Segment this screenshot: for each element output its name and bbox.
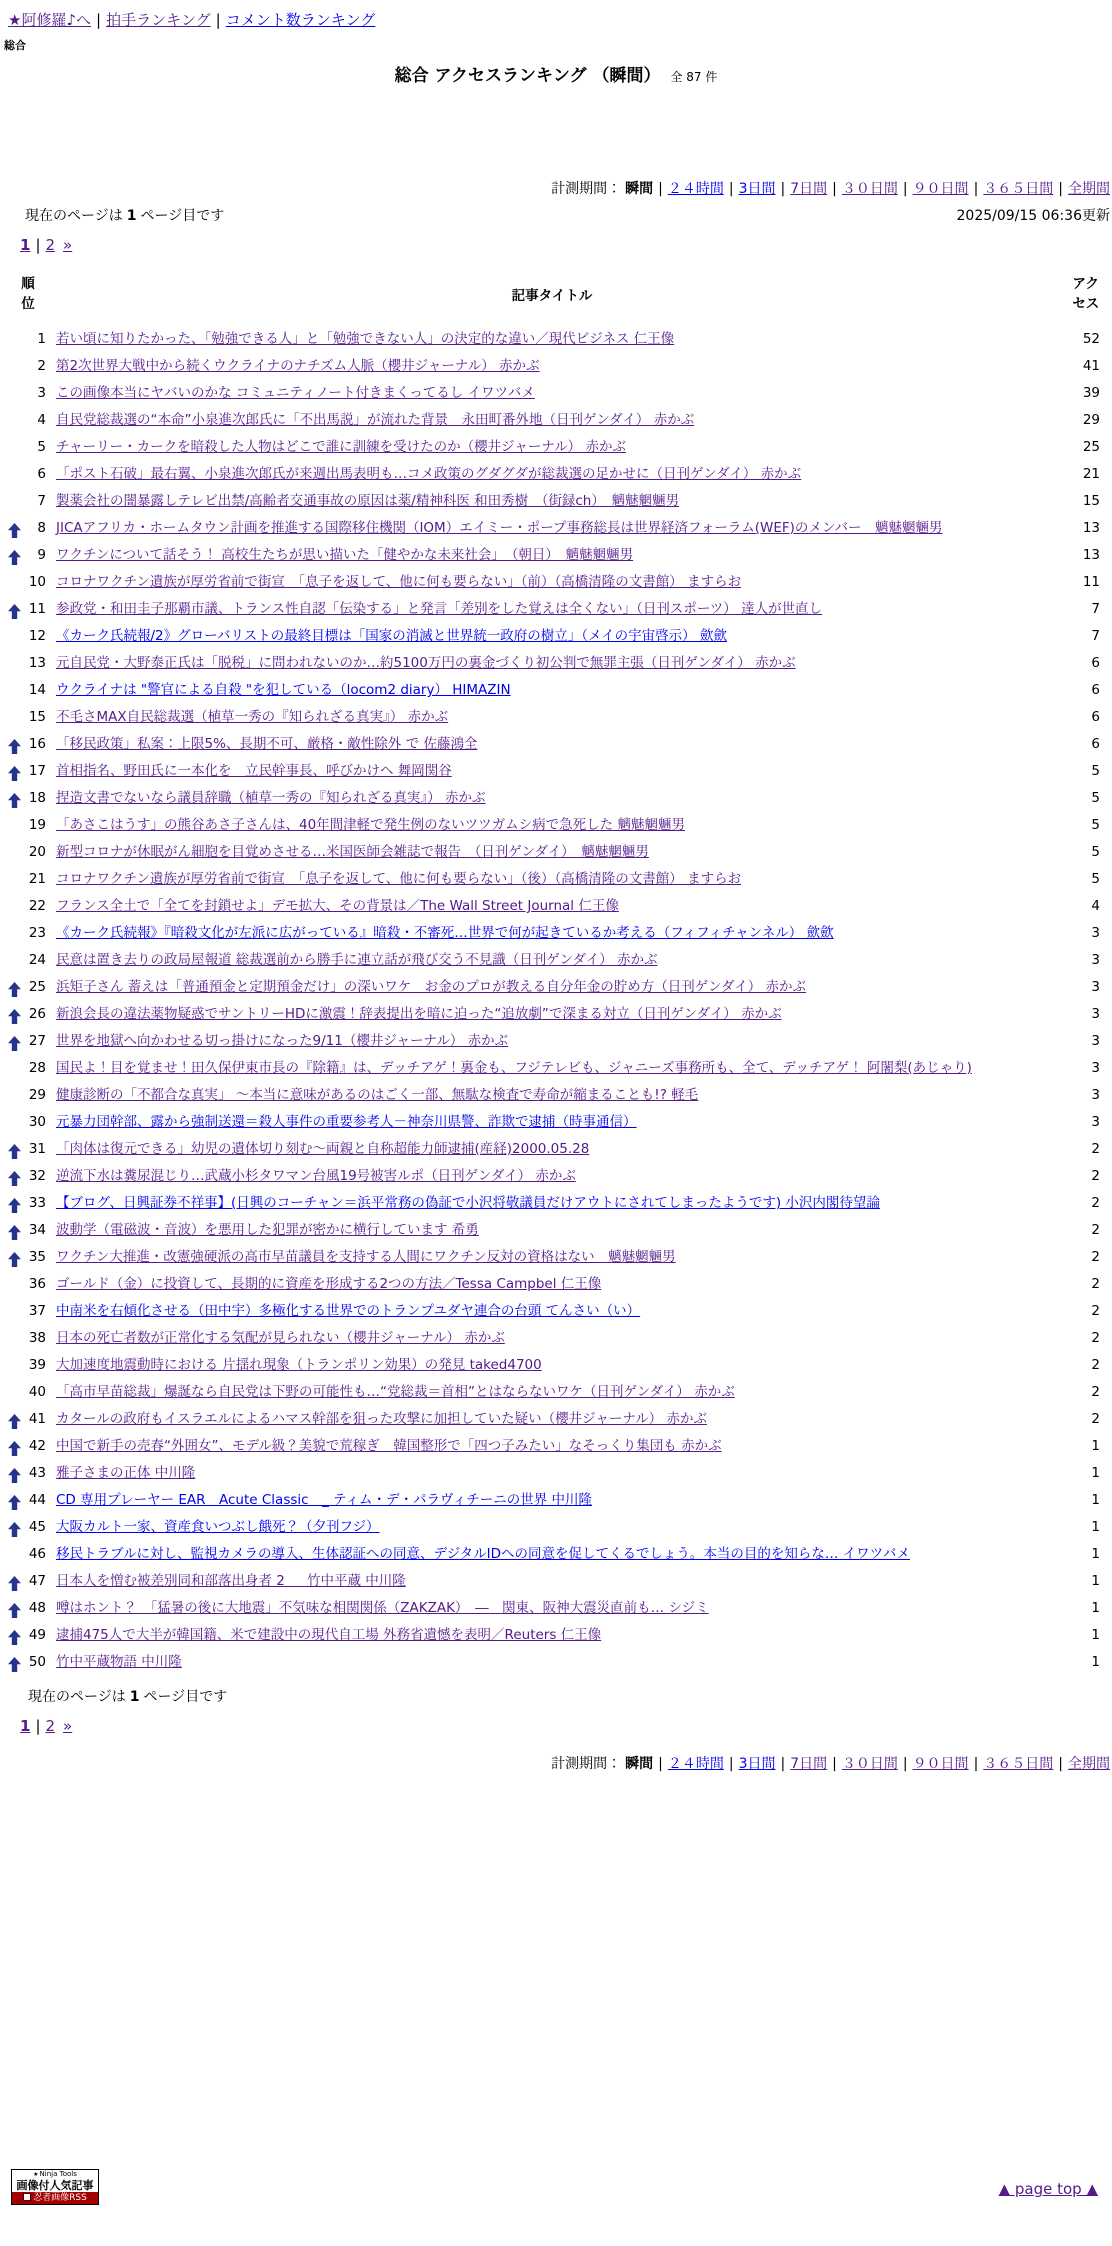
article-link[interactable]: 第2次世界大戦中から続くウクライナのナチズム人脈（櫻井ジャーナル） 赤かぶ [56, 358, 540, 374]
separator: | [973, 1756, 979, 1772]
table-row [6, 758, 1102, 785]
rank-number: 18 [28, 790, 46, 806]
article-link[interactable]: 「高市早苗総裁」爆誕なら自民党は下野の可能性も…“党総裁＝首相”とはならないワケ（日刊ゲンダイ） 赤かぶ [56, 1384, 735, 1400]
access-count: 2 [1091, 1249, 1100, 1265]
access-count: 2 [1091, 1384, 1100, 1400]
article-link[interactable]: 新型コロナが休眠がん細胞を目覚めさせる…米国医師会雑誌で報告 （日刊ゲンダイ） 魑魅魍魎男 [56, 844, 649, 860]
separator: | [96, 11, 102, 29]
article-link[interactable]: 元自民党・大野泰正氏は「脱税」に問われないのか…約5100万円の裏金づくり初公判で無罪主張（日刊ゲンダイ） 赤かぶ [56, 655, 796, 671]
article-link[interactable]: 捏造文書でないなら議員辞職（植草一秀の『知られざる真実』） 赤かぶ [56, 790, 486, 806]
pagination-next-link[interactable]: » [63, 1717, 73, 1735]
article-link[interactable]: 【ブログ、日興証券不祥事】(日興のコーチャン＝浜平常務の偽証で小沢将敬議員だけアウトにされてしまったようです) 小沢内閣待望論 [56, 1195, 880, 1211]
access-count: 5 [1091, 763, 1100, 779]
table-row [6, 326, 1102, 353]
page-title-text: 総合 アクセスランキング （瞬間） [394, 66, 661, 86]
access-count: 1 [1091, 1492, 1100, 1508]
table-row [6, 1568, 1102, 1595]
table-row [6, 1487, 1102, 1514]
access-count: 3 [1091, 952, 1100, 968]
period-bar [0, 1753, 1112, 1773]
rank-number: 30 [28, 1114, 46, 1130]
table-row [6, 461, 1102, 488]
access-count: 2 [1091, 1330, 1100, 1346]
article-link[interactable]: 雅子さまの正体 中川隆 [56, 1465, 196, 1481]
rank-number: 28 [28, 1060, 46, 1076]
pagination [0, 1717, 1112, 1735]
rank-number: 11 [28, 601, 46, 617]
access-count: 21 [1082, 466, 1100, 482]
rank-up-icon [8, 980, 21, 995]
article-link[interactable]: 中国で新手の売春“外囲女”、モデル級？美貌で荒稼ぎ 韓国整形で「四つ子みたい」なそっくり集団も 赤かぶ [56, 1438, 722, 1454]
access-count: 52 [1082, 331, 1100, 347]
article-link[interactable]: 不毛さMAX自民総裁選（植草一秀の『知られざる真実』） 赤かぶ [56, 709, 449, 725]
period-option-link[interactable]: ９０日間 [912, 181, 969, 197]
rank-number: 41 [28, 1411, 46, 1427]
access-count: 5 [1091, 817, 1100, 833]
article-link[interactable]: 首相指名、野田氏に一本化を 立民幹事長、呼びかけへ 舞岡関谷 [56, 763, 452, 779]
table-row [6, 1622, 1102, 1649]
article-link[interactable]: 参政党・和田圭子那覇市議、トランス性自認「伝染する」と発言「差別をした覚えは全くない」（日刊スポーツ） 達人が世直し [56, 601, 823, 617]
article-link[interactable]: 国民よ！目を覚ませ！田久保伊東市長の『除籍』は、デッチアゲ！裏金も、フジテレビも、ジャニーズ事務所も、全て、デッチアゲ！ 阿闍梨(あじゃり) [56, 1060, 972, 1076]
access-count: 2 [1091, 1168, 1100, 1184]
article-link[interactable]: 「あさこはうす」の熊谷あさ子さんは、40年間津軽で発生例のないツツガムシ病で急死した 魑魅魍魎男 [56, 817, 685, 833]
table-row [6, 1271, 1102, 1298]
access-count: 7 [1091, 601, 1100, 617]
article-link[interactable]: ウクライナは "警官による自殺 "を犯している（locom2 diary） HIMAZIN [56, 682, 511, 698]
article-link[interactable]: ワクチン大推進・改憲強硬派の高市早苗議員を支持する人間にワクチン反対の資格はない 魑魅魍魎男 [56, 1249, 676, 1265]
rank-up-icon [8, 1196, 21, 1211]
pagination-page-link[interactable]: 1 [20, 236, 31, 254]
separator: | [728, 1756, 734, 1772]
table-row [6, 515, 1102, 542]
access-count: 29 [1082, 412, 1100, 428]
rank-up-icon [8, 521, 21, 536]
separator: | [1058, 181, 1063, 197]
access-count: 1 [1091, 1573, 1100, 1589]
table-row [6, 1379, 1102, 1406]
table-row [6, 704, 1102, 731]
article-link[interactable]: JICAアフリカ・ホームタウン計画を推進する国際移住機関（IOM）エイミー・ポープ事務総長は世界経済フォーラム(WEF)のメンバー 魑魅魍魎男 [56, 520, 943, 536]
table-row [6, 839, 1102, 866]
rank-up-icon [8, 1007, 21, 1022]
access-count: 5 [1091, 871, 1100, 887]
pagination-page-link[interactable]: 2 [45, 1717, 56, 1735]
table-row [6, 353, 1102, 380]
table-row [6, 1541, 1102, 1568]
rank-number: 4 [37, 412, 46, 428]
period-current: 瞬間 [625, 1756, 654, 1772]
rank-number: 37 [28, 1303, 46, 1319]
rank-number: 13 [28, 655, 46, 671]
table-row [6, 1217, 1102, 1244]
period-option-link[interactable]: 全期間 [1068, 1756, 1110, 1772]
table-row [6, 623, 1102, 650]
rank-number: 23 [28, 925, 46, 941]
table-row [6, 596, 1102, 623]
access-count: 6 [1091, 709, 1100, 725]
article-link[interactable]: 製薬会社の闇暴露しテレビ出禁/高齢者交通事故の原因は薬/精神科医 和田秀樹 （街録ch） 魑魅魍魎男 [56, 493, 680, 509]
period-option-link[interactable]: ９０日間 [912, 1756, 969, 1772]
article-link[interactable]: 大阪カルト一家、資産食いつぶし餓死？（夕刊フジ） [56, 1519, 380, 1535]
article-link[interactable]: 噂はホント？ 「猛暑の後に大地震」不気味な相関関係（ZAKZAK） ― 関東、阪神大震災直前も… シジミ [56, 1600, 709, 1616]
article-link[interactable]: この画像本当にヤバいのかな コミュニティノート付きまくってるし イワツバメ [56, 385, 535, 401]
rank-up-icon [8, 1628, 21, 1643]
table-row [6, 1109, 1102, 1136]
access-count: 6 [1091, 736, 1100, 752]
table-row [6, 542, 1102, 569]
table-row [6, 1136, 1102, 1163]
access-column-header: アクセス [1072, 276, 1100, 312]
rank-number: 14 [28, 682, 46, 698]
access-count: 5 [1091, 790, 1100, 806]
separator: | [215, 11, 221, 29]
separator: | [902, 1756, 908, 1772]
rank-up-icon [8, 1520, 21, 1535]
rank-number: 6 [37, 466, 46, 482]
article-link[interactable]: 民意は置き去りの政局屋報道 総裁選前から勝手に連立話が飛び交う不見識（日刊ゲンダイ） 赤かぶ [56, 952, 658, 968]
rank-number: 39 [28, 1357, 46, 1373]
access-count: 1 [1091, 1546, 1100, 1562]
rank-up-icon [8, 1412, 21, 1427]
separator: | [658, 1756, 663, 1772]
rank-number: 35 [28, 1249, 46, 1265]
period-current: 瞬間 [625, 181, 654, 197]
table-row [6, 1190, 1102, 1217]
rank-up-icon [8, 602, 21, 617]
rank-number: 38 [28, 1330, 46, 1346]
top-nav [0, 0, 1112, 30]
separator: | [658, 181, 663, 197]
table-row [6, 785, 1102, 812]
period-option-link[interactable]: 7日間 [790, 1756, 828, 1772]
table-row [6, 1514, 1102, 1541]
table-row [6, 947, 1102, 974]
table-row [6, 1460, 1102, 1487]
rank-number: 48 [28, 1600, 46, 1616]
article-link[interactable]: 移民トラブルに対し、監視カメラの導入、生体認証への同意、デジタルIDへの同意を促してくるでしょう。本当の目的を知らな… イワツバメ [56, 1546, 910, 1562]
article-link[interactable]: 《カーク氏続報》『暗殺文化が左派に広がっている』暗殺・不審死…世界で何が起きているか考える（フィフィチャンネル） 歛歛 [56, 925, 834, 941]
article-link[interactable]: 世界を地獄へ向かわせる切っ掛けになった9/11（櫻井ジャーナル） 赤かぶ [56, 1033, 509, 1049]
article-link[interactable]: コロナワクチン遺族が厚労省前で街宣 「息子を返して、他に何も要らない」（前）（高橋清隆の文書館） ますらお [56, 574, 742, 590]
access-count: 3 [1091, 1006, 1100, 1022]
page-status: 現在のページは 1 ページ目です [25, 208, 225, 224]
separator: | [973, 181, 979, 197]
access-count: 4 [1091, 898, 1100, 914]
rank-up-icon [8, 1250, 21, 1265]
rank-number: 26 [28, 1006, 46, 1022]
rank-number: 2 [37, 358, 46, 374]
access-count: 1 [1091, 1600, 1100, 1616]
separator: | [1058, 1756, 1063, 1772]
rank-number: 43 [28, 1465, 46, 1481]
table-row [6, 677, 1102, 704]
separator: | [780, 1756, 786, 1772]
access-count: 3 [1091, 1033, 1100, 1049]
period-option-link[interactable]: ２４時間 [667, 181, 724, 197]
rank-number: 19 [28, 817, 46, 833]
table-row [6, 731, 1102, 758]
article-link[interactable]: 逮捕475人で大半が韓国籍、米で建設中の現代自工場 外務省遺憾を表明／Reuters 仁王像 [56, 1627, 602, 1643]
separator: | [832, 1756, 837, 1772]
access-count: 6 [1091, 682, 1100, 698]
table-row [6, 488, 1102, 515]
article-link[interactable]: 「肉体は復元できる」幼児の遺体切り刻む〜両親と自称超能力師逮捕(産経)2000.05.28 [56, 1141, 590, 1157]
status-row [0, 205, 1112, 225]
article-link[interactable]: 新浪会長の違法薬物疑惑でサントリーHDに激震！辞表提出を暗に迫った“追放劇”で深まる対立（日刊ゲンダイ） 赤かぶ [56, 1006, 782, 1022]
ranking-table [6, 268, 1102, 1676]
rank-up-icon [8, 764, 21, 779]
rank-up-icon [8, 1601, 21, 1616]
table-row [6, 1406, 1102, 1433]
rank-number: 44 [28, 1492, 46, 1508]
page-status: 現在のページは 1 ページ目です [28, 1689, 228, 1705]
rank-number: 36 [28, 1276, 46, 1292]
article-link[interactable]: 日本の死亡者数が正常化する気配が見られない（櫻井ジャーナル） 赤かぶ [56, 1330, 505, 1346]
article-link[interactable]: チャーリー・カークを暗殺した人物はどこで誰に訓練を受けたのか（櫻井ジャーナル） 赤かぶ [56, 439, 626, 455]
table-row [6, 434, 1102, 461]
table-row [6, 1001, 1102, 1028]
access-count: 2 [1091, 1357, 1100, 1373]
article-link[interactable]: 元暴力団幹部、露から強制送還＝殺人事件の重要参考人－神奈川県警、詐欺で逮捕（時事通信） [56, 1114, 637, 1130]
updated-timestamp: 2025/09/15 06:36更新 [956, 208, 1110, 224]
separator: | [35, 1717, 41, 1735]
rank-number: 33 [28, 1195, 46, 1211]
access-count: 2 [1091, 1303, 1100, 1319]
table-row [6, 1649, 1102, 1676]
table-row [6, 1595, 1102, 1622]
table-row [6, 380, 1102, 407]
access-count: 15 [1082, 493, 1100, 509]
article-link[interactable]: 若い頃に知りたかった、「勉強できる人」と「勉強できない人」の決定的な違い／現代ビジネス 仁王像 [56, 331, 675, 347]
rank-number: 16 [28, 736, 46, 752]
article-link[interactable]: 《カーク氏続報/2》グローバリストの最終目標は「国家の消滅と世界統一政府の樹立」（メイの宇宙啓示） 歛歛 [56, 628, 727, 644]
period-option-link[interactable]: ３０日間 [841, 1756, 898, 1772]
access-count: 2 [1091, 1222, 1100, 1238]
rank-number: 47 [28, 1573, 46, 1589]
rank-number: 49 [28, 1627, 46, 1643]
rank-number: 29 [28, 1087, 46, 1103]
period-label: 計測期間： [551, 1756, 622, 1772]
pagination [0, 236, 1112, 254]
rank-number: 31 [28, 1141, 46, 1157]
access-count: 3 [1091, 1060, 1100, 1076]
article-link[interactable]: ワクチンについて話そう！ 高校生たちが思い描いた「健やかな未来社会」 （朝日） 魑魅魍魎男 [56, 547, 634, 563]
access-count: 3 [1091, 1087, 1100, 1103]
article-link[interactable]: 大加速度地震動時における 片揺れ現象（トランポリン効果）の発見 taked4700 [56, 1357, 542, 1373]
access-count: 1 [1091, 1654, 1100, 1670]
rank-up-icon [8, 737, 21, 752]
article-link[interactable]: 浜矩子さん 蓄えは「普通預金と定期預金だけ」の深いワケ お金のプロが教える自分年金の貯め方（日刊ゲンダイ） 赤かぶ [56, 979, 807, 995]
rank-number: 32 [28, 1168, 46, 1184]
period-label: 計測期間： [551, 181, 622, 197]
access-count: 1 [1091, 1519, 1100, 1535]
rank-up-icon [8, 1223, 21, 1238]
rank-number: 50 [28, 1654, 46, 1670]
rank-number: 45 [28, 1519, 46, 1535]
rank-up-icon [8, 1439, 21, 1454]
access-count: 1 [1091, 1627, 1100, 1643]
rank-number: 22 [28, 898, 46, 914]
total-count: 全 87 件 [670, 70, 718, 84]
table-row [6, 1433, 1102, 1460]
rank-number: 34 [28, 1222, 46, 1238]
table-row [6, 1082, 1102, 1109]
article-link[interactable]: ゴールド（金）に投資して、長期的に資産を形成する2つの方法／Tessa Campbel 仁王像 [56, 1276, 602, 1292]
article-link[interactable]: 自民党総裁選の“本命”小泉進次郎氏に「不出馬説」が流れた背景 永田町番外地（日刊ゲンダイ） 赤かぶ [56, 412, 695, 428]
title-column-header: 記事タイトル [511, 288, 593, 304]
period-option-link[interactable]: 7日間 [790, 181, 828, 197]
table-row [6, 812, 1102, 839]
table-row [6, 893, 1102, 920]
table-header-row [6, 268, 1102, 326]
pagination-next-link[interactable]: » [63, 236, 73, 254]
article-link[interactable]: CD 専用プレーヤー EAR Acute Classic _ ティム・デ・パラヴィチーニの世界 中川隆 [56, 1492, 593, 1508]
table-row [6, 569, 1102, 596]
article-link[interactable]: 健康診断の「不都合な真実」 〜本当に意味があるのはごく一部、無駄な検査で寿命が縮まることも!? 軽毛 [56, 1087, 699, 1103]
page-title [0, 61, 1112, 86]
badge-tool-name: Ninja Tools [39, 2170, 77, 2178]
separator: | [35, 236, 41, 254]
table-row [6, 407, 1102, 434]
pagination-page-link[interactable]: 2 [45, 236, 56, 254]
article-link[interactable]: 竹中平蔵物語 中川隆 [56, 1654, 182, 1670]
nav-link[interactable]: 拍手ランキング [106, 11, 211, 29]
nav-link[interactable]: ★阿修羅♪へ [8, 11, 92, 29]
period-option-link[interactable]: ３０日間 [841, 181, 898, 197]
access-count: 25 [1082, 439, 1100, 455]
pagination-page-link[interactable]: 1 [20, 1717, 31, 1735]
article-link[interactable]: カタールの政府もイスラエルによるハマス幹部を狙った攻撃に加担していた疑い（櫻井ジャーナル） 赤かぶ [56, 1411, 707, 1427]
badge-rss-label: 忍者画像RSS [12, 2192, 98, 2204]
table-row [6, 1325, 1102, 1352]
rank-up-icon [8, 1574, 21, 1589]
period-option-link[interactable]: ３６５日間 [983, 181, 1054, 197]
access-count: 2 [1091, 1195, 1100, 1211]
access-count: 6 [1091, 655, 1100, 671]
rank-number: 5 [37, 439, 46, 455]
rank-up-icon [8, 548, 21, 563]
separator: | [780, 181, 786, 197]
access-count: 3 [1091, 1114, 1100, 1130]
access-count: 3 [1091, 979, 1100, 995]
rank-number: 40 [28, 1384, 46, 1400]
ninja-star-icon: ★ [33, 2171, 39, 2178]
access-count: 2 [1091, 1276, 1100, 1292]
access-count: 1 [1091, 1465, 1100, 1481]
period-option-link[interactable]: 3日間 [738, 1756, 776, 1772]
article-link[interactable]: 中南米を右傾化させる（田中宇）多極化する世界でのトランプユダヤ連合の台頭 てんさい（い） [56, 1303, 641, 1319]
rank-column-header: 順位 [21, 276, 35, 312]
rank-number: 7 [37, 493, 46, 509]
access-count: 41 [1082, 358, 1100, 374]
ninja-tools-badge[interactable] [11, 2169, 99, 2205]
access-count: 13 [1082, 520, 1100, 536]
rank-number: 3 [37, 385, 46, 401]
rank-number: 10 [28, 574, 46, 590]
access-count: 39 [1082, 385, 1100, 401]
period-option-link[interactable]: ２４時間 [667, 1756, 724, 1772]
rank-number: 25 [28, 979, 46, 995]
separator: | [902, 181, 908, 197]
period-option-link[interactable]: ３６５日間 [983, 1756, 1054, 1772]
badge-title: 画像付人気記事 [16, 2179, 94, 2192]
access-count: 13 [1082, 547, 1100, 563]
period-option-link[interactable]: 全期間 [1068, 181, 1110, 197]
rank-up-icon [8, 1142, 21, 1157]
rss-badge-icon [23, 2193, 31, 2201]
rank-up-icon [8, 1169, 21, 1184]
rank-number: 21 [28, 871, 46, 887]
rank-number: 12 [28, 628, 46, 644]
separator: | [832, 181, 837, 197]
table-row [6, 1055, 1102, 1082]
table-row [6, 1352, 1102, 1379]
rank-number: 20 [28, 844, 46, 860]
rank-number: 17 [28, 763, 46, 779]
rank-number: 42 [28, 1438, 46, 1454]
access-count: 3 [1091, 925, 1100, 941]
category-label: 総合 [4, 39, 26, 52]
rank-number: 46 [28, 1546, 46, 1562]
rank-number: 1 [37, 331, 46, 347]
table-row [6, 866, 1102, 893]
table-row [6, 974, 1102, 1001]
rank-number: 9 [37, 547, 46, 563]
rank-number: 8 [37, 520, 46, 536]
access-count: 7 [1091, 628, 1100, 644]
article-link[interactable]: 逆流下水は糞尿混じり…武蔵小杉タワマン台風19号被害ルポ（日刊ゲンダイ） 赤かぶ [56, 1168, 576, 1184]
rank-up-icon [8, 1493, 21, 1508]
rank-up-icon [8, 1466, 21, 1481]
article-link[interactable]: 「移民政策」私案：上限5%、長期不可、厳格・敵性除外 で 佐藤鴻全 [56, 736, 478, 752]
table-row [6, 650, 1102, 677]
access-count: 1 [1091, 1438, 1100, 1454]
article-link[interactable]: 日本人を憎む被差別同和部落出身者 2 ＿ 竹中平蔵 中川隆 [56, 1573, 406, 1589]
rank-number: 15 [28, 709, 46, 725]
article-link[interactable]: 波動学（電磁波・音波）を悪用した犯罪が密かに横行しています 希勇 [56, 1222, 479, 1238]
nav-link[interactable]: コメント数ランキング [225, 11, 376, 29]
article-link[interactable]: 「ポスト石破」最右翼、小泉進次郎氏が来週出馬表明も…コメ政策のグダグダが総裁選の足かせに（日刊ゲンダイ） 赤かぶ [56, 466, 802, 482]
rank-number: 24 [28, 952, 46, 968]
access-count: 11 [1082, 574, 1100, 590]
table-row [6, 1028, 1102, 1055]
rank-up-icon [8, 791, 21, 806]
access-count: 5 [1091, 844, 1100, 860]
table-row [6, 1163, 1102, 1190]
rank-up-icon [8, 1655, 21, 1670]
access-count: 2 [1091, 1141, 1100, 1157]
access-count: 2 [1091, 1411, 1100, 1427]
article-link[interactable]: フランス全土で「全てを封鎖せよ」デモ拡大、その背景は／The Wall Street Journal 仁王像 [56, 898, 619, 914]
table-row [6, 920, 1102, 947]
separator: | [728, 181, 734, 197]
article-link[interactable]: コロナワクチン遺族が厚労省前で街宣 「息子を返して、他に何も要らない」（後）（高橋清隆の文書館） ますらお [56, 871, 742, 887]
rank-number: 27 [28, 1033, 46, 1049]
page-top-link[interactable]: ▲ page top ▲ [998, 2180, 1098, 2198]
ranking-table-body [6, 326, 1102, 1676]
rank-up-icon [8, 1034, 21, 1049]
period-option-link[interactable]: 3日間 [738, 181, 776, 197]
table-row [6, 1244, 1102, 1271]
table-row [6, 1298, 1102, 1325]
period-bar [0, 178, 1112, 198]
